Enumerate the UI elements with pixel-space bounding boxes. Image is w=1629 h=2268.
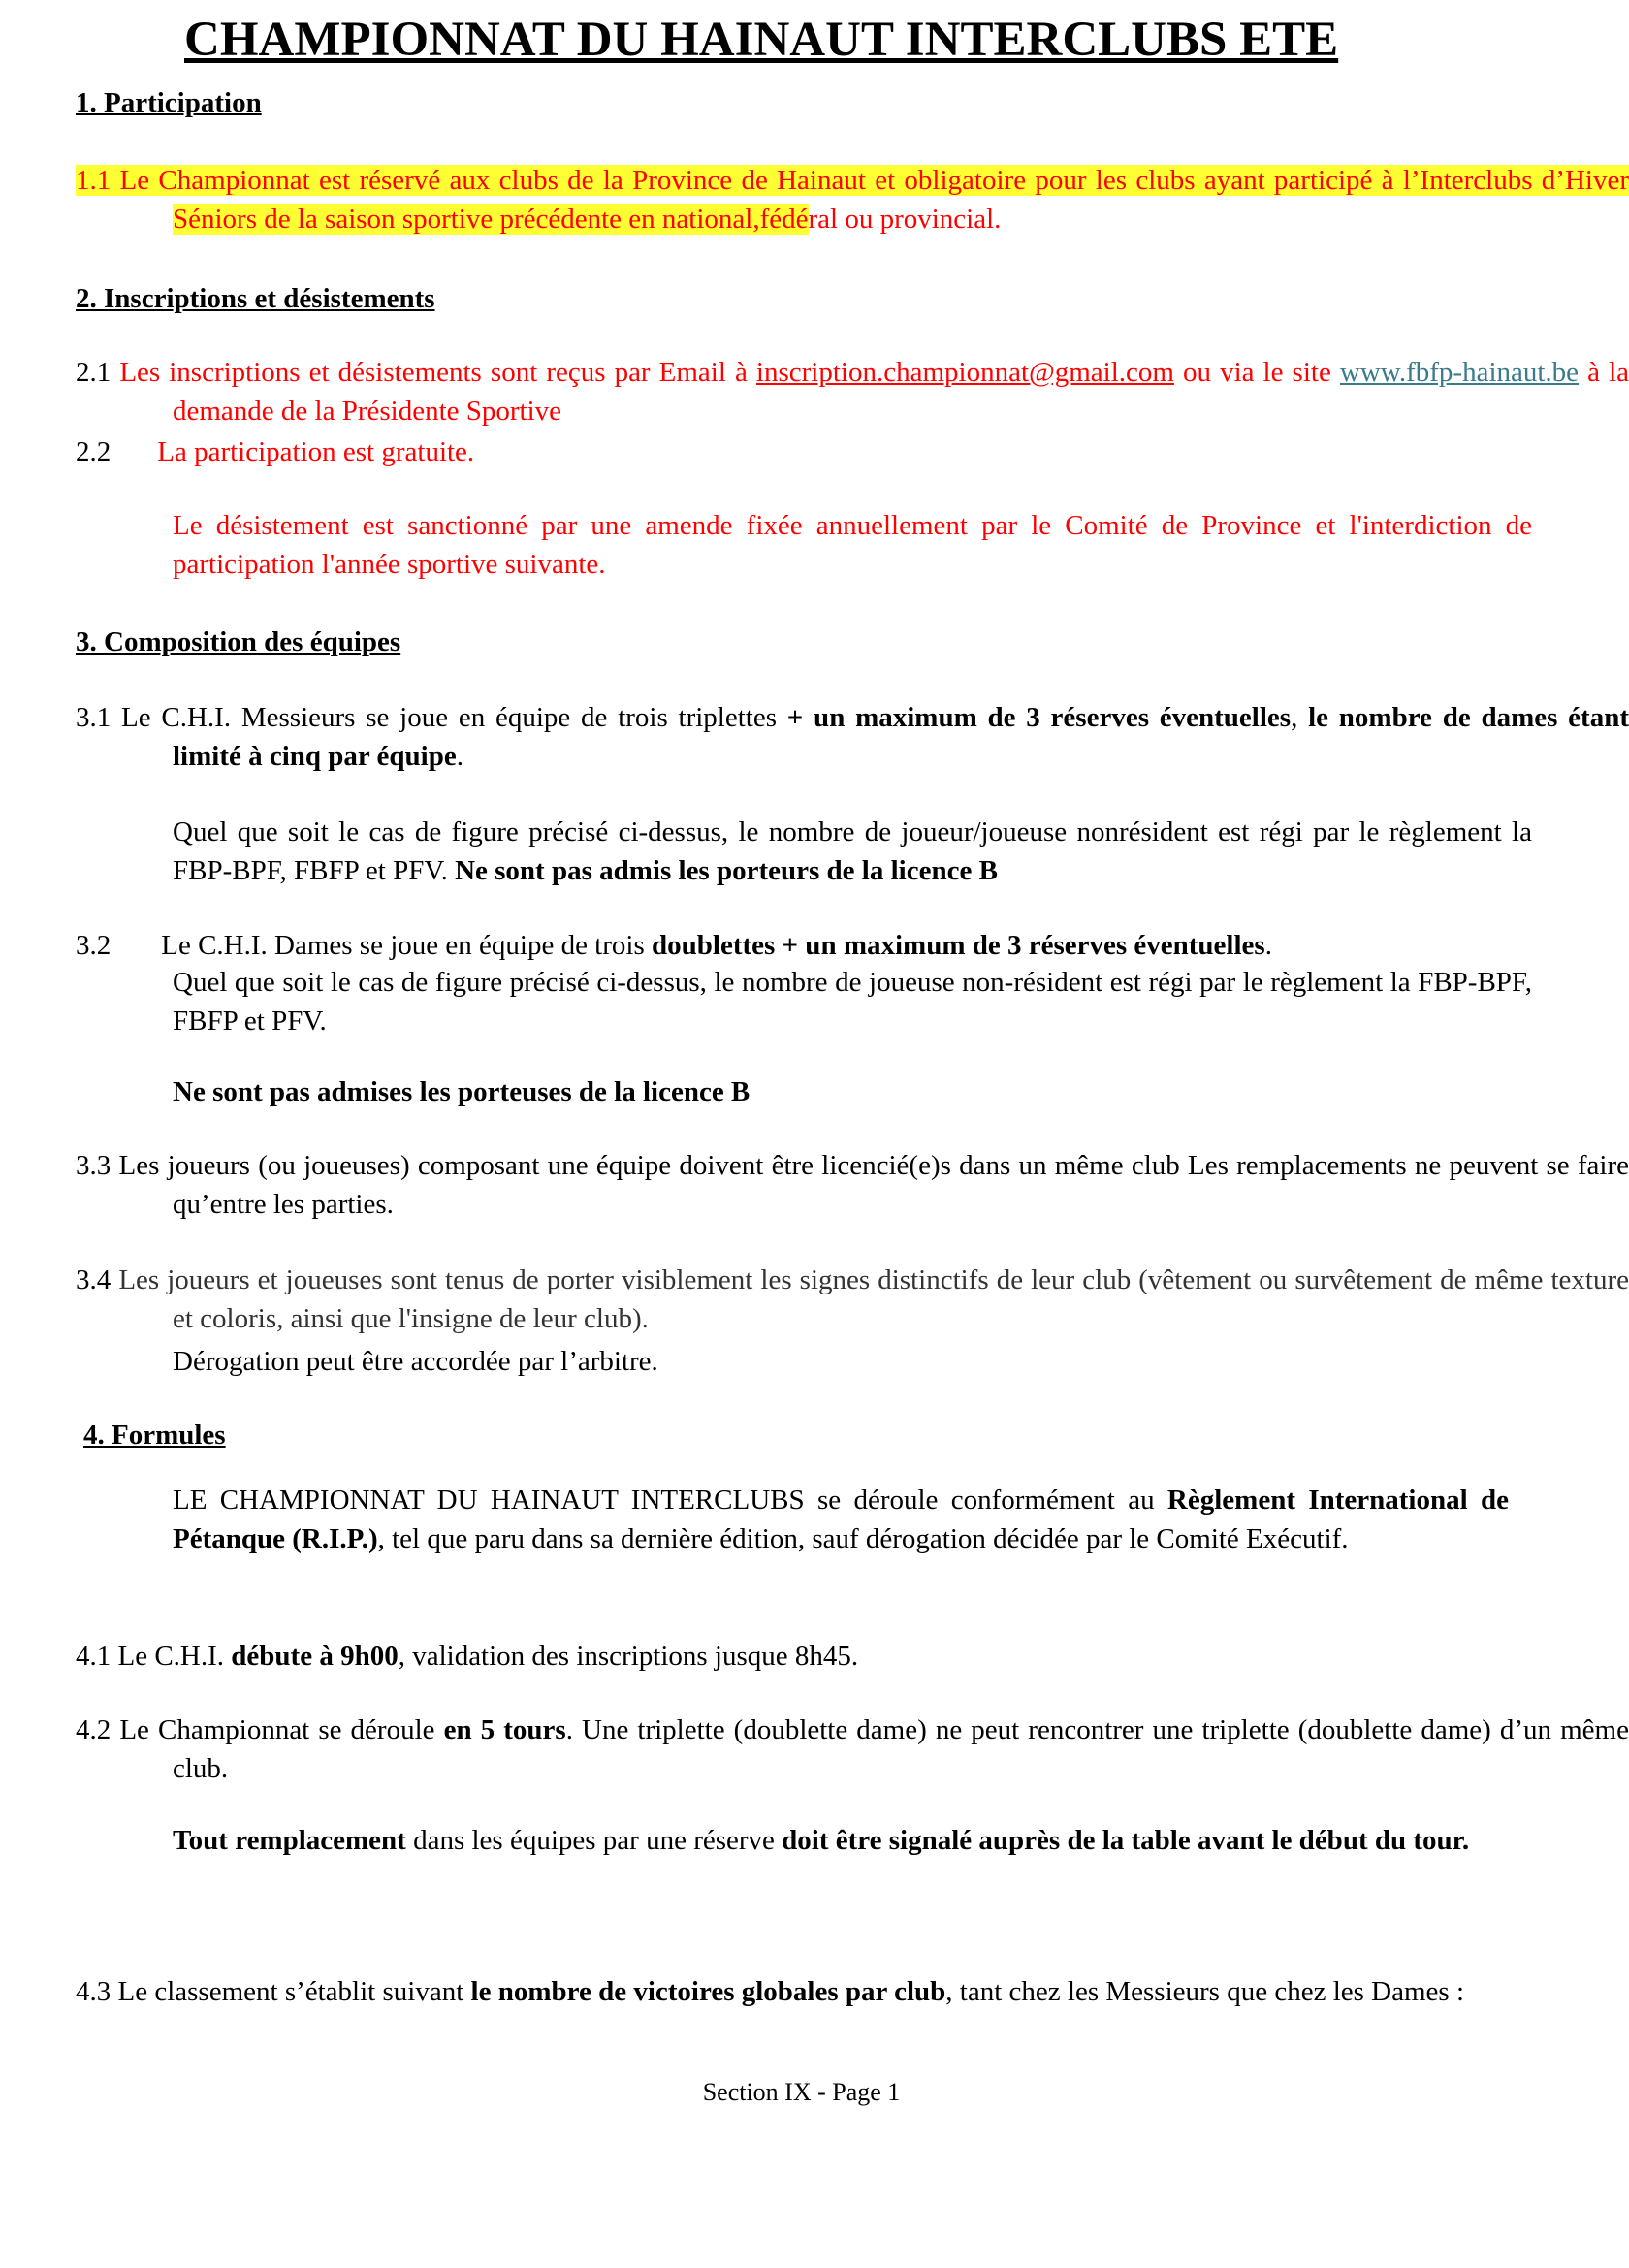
page-footer: Section IX - Page 1 [702, 2078, 901, 2106]
section-4-3-number: 4.3 [76, 1976, 112, 2007]
section-3-4-paragraph [76, 1261, 1629, 1338]
section-3-2-end: . [1264, 930, 1272, 961]
section-4-1-paragraph [76, 1637, 1532, 1676]
section-3-2-license-note: Ne sont pas admises les porteuses de la licence B [173, 1076, 751, 1107]
section-4-intro-paragraph [173, 1481, 1509, 1558]
section-4-3-bold: le nombre de victoires globales par club [470, 1976, 946, 2007]
section-3-4-derogation: Dérogation peut être accordée par l’arbitre. [173, 1346, 658, 1377]
formula-bold: Règlement International de Pétanque (R.I.P.) [173, 1485, 1510, 1554]
page-title: CHAMPIONNAT DU HAINAUT INTERCLUBS ETE [184, 13, 1339, 67]
replacement-bold: Tout remplacement [173, 1825, 406, 1856]
section-4-2-text-b: . Une triplette (doublette dame) ne peut rencontrer une triplette (doublette dame) d’un même club. [173, 1714, 1629, 1784]
section-3-1-residency-paragraph [173, 813, 1532, 890]
residency-text: Quel que soit le cas de figure précisé ci-dessus, le nombre de joueur/joueuse nonrésident est régi par le règlement la FBP-BPF, FBFP et PFV. [173, 816, 1532, 886]
section-3-heading [76, 623, 400, 661]
section-3-1-paragraph [76, 698, 1629, 776]
section-1-heading: 1. Participation [76, 87, 262, 118]
section-4-1-number: 4.1 [76, 1641, 112, 1672]
section-4-1-text: Le C.H.I. [111, 1641, 232, 1672]
section-2-1-text: Les inscriptions et désistements sont reçus par Email à [111, 357, 756, 388]
section-2-2-number: 2.2 [76, 436, 112, 467]
section-1-1-text: Le Championnat est réservé aux clubs de la Province de Hainaut et obligatoire pour les clubs ayant participé à l’Interclubs d’Hiver Séniors de la saison sportive précédente en national,fédé [111, 165, 1629, 235]
section-4-2-number: 4.2 [76, 1714, 112, 1745]
section-2-heading: 2. Inscriptions et désistements [76, 283, 435, 314]
section-3-1-bold-b: le nombre de dames étant limité à cinq par équipe [173, 702, 1629, 772]
section-3-1-text: Le C.H.I. Messieurs se joue en équipe de trois triplettes [111, 702, 787, 733]
email-link[interactable]: inscription.championnat@gmail.com [755, 357, 1174, 388]
section-3-3-text: Les joueurs (ou joueuses) composant une équipe doivent être licencié(e)s dans un même club Les remplacements ne peuvent se faire qu’entre les parties. [111, 1150, 1629, 1220]
section-3-4-number: 3.4 [76, 1264, 112, 1295]
section-3-2-paragraph [76, 926, 1532, 965]
section-3-1-sep: , [1291, 702, 1309, 733]
section-4-2-replacement-note [173, 1821, 1532, 1860]
section-3-2-residency-paragraph: Quel que soit le cas de figure précisé ci-dessus, le nombre de joueuse non-résident est régi par le règlement la FBP-BPF, FBFP et PFV. [173, 967, 1532, 1037]
section-4-3-text: Le classement s’établit suivant [111, 1976, 471, 2007]
section-4-2-text: Le Championnat se déroule [111, 1714, 444, 1745]
section-2-withdrawal-paragraph: Le désistement est sanctionné par une amende fixée annuellement par le Comité de Province et l'interdiction de participation l'année sportive suivante. [173, 510, 1532, 580]
section-2-1-text-c: à la demande de la Présidente Sportive [173, 357, 1629, 427]
section-2-2-paragraph [76, 432, 1532, 471]
section-3-1-end: . [456, 741, 463, 772]
section-3-2-text: Le C.H.I. Dames se joue en équipe de trois [161, 930, 652, 961]
section-3-heading-text: Composition des équipes [104, 626, 401, 657]
section-4-3-text-b: , tant chez les Messieurs que chez les Dames : [945, 1976, 1464, 2007]
section-1-1-number: 1.1 [76, 165, 112, 196]
section-2-1-number: 2.1 [76, 357, 112, 388]
section-2-1-text-b: ou via le site [1173, 357, 1340, 388]
section-2-1-paragraph [76, 353, 1629, 431]
section-4-3-paragraph [76, 1972, 1629, 2011]
section-1-1-tail: ral ou provincial. [808, 204, 1002, 235]
section-3-4-text: Les joueurs et joueuses sont tenus de porter visiblement les signes distinctifs de leur club (vêtement ou survêtement de même texture et coloris, ainsi que l'insigne de leur club). [111, 1264, 1629, 1334]
section-3-3-paragraph [76, 1146, 1629, 1224]
replacement-bold-b: doit être signalé auprès de la table avant le début du tour. [782, 1825, 1470, 1856]
section-4-2-bold: en 5 tours [443, 1714, 566, 1745]
formula-text-b: , tel que paru dans sa dernière édition, sauf dérogation décidée par le Comité Exécutif. [377, 1523, 1349, 1554]
section-3-heading-number: 3. [76, 626, 104, 657]
section-3-2-bold: doublettes + un maximum de 3 réserves éventuelles [652, 930, 1265, 961]
section-3-2-number: 3.2 [76, 930, 112, 961]
replacement-text: dans les équipes par une réserve [405, 1825, 783, 1856]
section-4-1-text-b: , validation des inscriptions jusque 8h45. [398, 1641, 859, 1672]
section-1-1-paragraph [76, 161, 1629, 239]
residency-bold: Ne sont pas admis les porteurs de la licence B [455, 855, 998, 886]
section-3-1-bold: + un maximum de 3 réserves éventuelles [786, 702, 1292, 733]
section-3-1-number: 3.1 [76, 702, 112, 733]
formula-text: LE CHAMPIONNAT DU HAINAUT INTERCLUBS se déroule conformément au [173, 1485, 1167, 1516]
section-4-1-bold: débute à 9h00 [231, 1641, 399, 1672]
section-3-3-number: 3.3 [76, 1150, 112, 1181]
section-2-2-text: La participation est gratuite. [157, 436, 475, 467]
website-link[interactable]: www.fbfp-hainaut.be [1339, 357, 1580, 388]
section-4-2-paragraph [76, 1710, 1629, 1788]
section-4-heading: 4. Formules [83, 1420, 226, 1451]
